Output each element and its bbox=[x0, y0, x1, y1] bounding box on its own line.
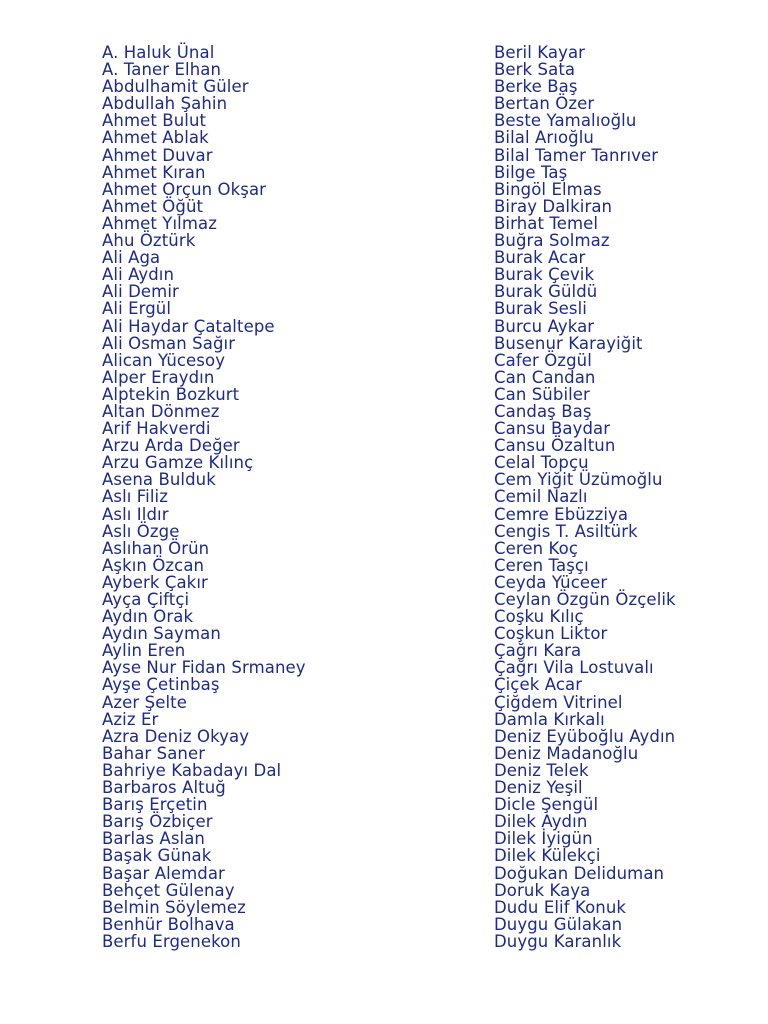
name-entry: Can Candan bbox=[494, 367, 596, 387]
name-entry: Aydın Sayman bbox=[102, 624, 221, 644]
name-entry: Duygu Gülakan bbox=[494, 914, 623, 934]
name-entry: Bahar Saner bbox=[102, 743, 206, 763]
name-entry: Cem Yiğit Üzümoğlu bbox=[494, 470, 663, 490]
name-entry: Ali Aydın bbox=[102, 265, 175, 285]
name-entry: Arif Hakverdi bbox=[102, 419, 211, 439]
name-entry: Başar Alemdar bbox=[102, 863, 225, 883]
name-entry: Cengis T. Asiltürk bbox=[494, 521, 638, 541]
name-entry: Bahriye Kabadayı Dal bbox=[102, 760, 282, 780]
name-entry: Dicle Şengül bbox=[494, 795, 599, 815]
name-entry: Ayse Nur Fidan Srmaney bbox=[102, 658, 306, 678]
name-entry: Cansu Baydar bbox=[494, 419, 611, 439]
name-entry: Cemre Ebüzziya bbox=[494, 504, 629, 524]
name-entry: Dilek İyigün bbox=[494, 829, 593, 849]
name-entry: Beste Yamalıoğlu bbox=[494, 111, 637, 131]
name-entry: Ali Ergül bbox=[102, 299, 172, 319]
name-entry: Coşku Kılıç bbox=[494, 607, 584, 627]
name-entry: Dilek Külekçi bbox=[494, 846, 601, 866]
name-entry: Cafer Özgül bbox=[494, 350, 592, 370]
name-entry: Deniz Madanoğlu bbox=[494, 743, 639, 763]
name-entry: Burcu Aykar bbox=[494, 316, 595, 336]
name-entry: Burak Sesli bbox=[494, 299, 587, 319]
name-entry: Burak Acar bbox=[494, 248, 586, 268]
name-entry: Candaş Baş bbox=[494, 401, 592, 421]
names-column-right bbox=[494, 44, 676, 950]
name-entry: Başak Günak bbox=[102, 846, 212, 866]
name-entry: Can Sübiler bbox=[494, 384, 590, 404]
name-entry: Aslı Ildır bbox=[102, 504, 169, 524]
name-entry: Berke Baş bbox=[494, 77, 578, 97]
name-entry: Çağrı Vila Lostuvalı bbox=[494, 658, 654, 678]
name-entry: Dilek Aydın bbox=[494, 812, 588, 832]
name-entry: Azra Deniz Okyay bbox=[102, 726, 250, 746]
name-entry: Ahmet Orçun Okşar bbox=[102, 179, 267, 199]
name-entry: Beril Kayar bbox=[494, 43, 586, 62]
name-entry: Bilge Taş bbox=[494, 162, 568, 182]
name-entry: Ali Osman Sağır bbox=[102, 333, 236, 353]
name-entry: Ceren Taşçı bbox=[494, 555, 589, 575]
name-entry: Ahmet Kıran bbox=[102, 162, 206, 182]
name-entry: Ceyda Yüceer bbox=[494, 572, 608, 592]
name-entry: Barış Özbiçer bbox=[102, 812, 213, 832]
name-entry: Deniz Telek bbox=[494, 760, 589, 780]
name-entry: Bilal Tamer Tanrıver bbox=[494, 145, 659, 165]
names-column-left bbox=[102, 44, 306, 950]
name-entry: Bertan Özer bbox=[494, 94, 595, 114]
name-entry: Ahmet Ablak bbox=[102, 128, 209, 148]
name-entry: Deniz Yeşil bbox=[494, 778, 583, 798]
name-entry: Cemil Nazlı bbox=[494, 487, 588, 507]
name-entry: Abdullah Şahin bbox=[102, 94, 228, 114]
name-entry: Abdulhamit Güler bbox=[102, 77, 249, 97]
name-entry: Benhür Bolhava bbox=[102, 914, 235, 934]
name-entry: Barlas Aslan bbox=[102, 829, 205, 849]
name-entry: Coşkun Liktor bbox=[494, 624, 608, 644]
name-entry: Belmin Söylemez bbox=[102, 897, 246, 917]
name-entry: Burak Güldü bbox=[494, 282, 598, 302]
name-entry: Ceylan Özgün Özçelik bbox=[494, 590, 676, 609]
name-entry: Burak Çevik bbox=[494, 265, 595, 285]
name-entry: Asena Bulduk bbox=[102, 470, 216, 490]
name-entry: Berfu Ergenekon bbox=[102, 931, 241, 951]
name-entry: Ali Demir bbox=[102, 282, 179, 302]
name-entry: Aşkın Özcan bbox=[102, 555, 205, 575]
name-entry: Biray Dalkiran bbox=[494, 196, 613, 216]
name-entry: Ali Haydar Çataltepe bbox=[102, 316, 275, 336]
name-entry: Aslı Özge bbox=[102, 521, 180, 541]
name-entry: Bingöl Elmas bbox=[494, 179, 602, 199]
name-entry: Ahmet Öğüt bbox=[102, 196, 204, 216]
name-entry: Alper Eraydın bbox=[102, 367, 215, 387]
name-entry: Birhat Temel bbox=[494, 213, 599, 233]
name-entry: Çiğdem Vitrinel bbox=[494, 692, 623, 712]
name-entry: Ceren Koç bbox=[494, 538, 579, 558]
name-entry: Celal Topçu bbox=[494, 453, 589, 473]
name-entry: Ali Aga bbox=[102, 248, 161, 268]
name-entry: Busenur Karayiğit bbox=[494, 333, 643, 353]
name-entry: Ahu Öztürk bbox=[102, 231, 196, 251]
name-entry: Aslı Filiz bbox=[102, 487, 169, 507]
name-entry: Azer Şelte bbox=[102, 692, 187, 712]
name-entry: Altan Dönmez bbox=[102, 401, 220, 421]
name-entry: Deniz Eyüboğlu Aydın bbox=[494, 726, 676, 746]
name-entry: Alican Yücesoy bbox=[102, 350, 226, 370]
name-entry: Berk Sata bbox=[494, 60, 576, 80]
name-entry: Doğukan Deliduman bbox=[494, 863, 665, 883]
name-entry: Çağrı Kara bbox=[494, 641, 582, 661]
name-entry: Cansu Özaltun bbox=[494, 436, 616, 456]
name-entry: Bilal Arıoğlu bbox=[494, 128, 594, 148]
name-entry: Alptekin Bozkurt bbox=[102, 384, 240, 404]
name-entry: Ayberk Çakır bbox=[102, 572, 208, 592]
name-entry: Ahmet Bulut bbox=[102, 111, 207, 131]
name-entry: Buğra Solmaz bbox=[494, 231, 610, 251]
name-entry: Duygu Karanlık bbox=[494, 931, 622, 951]
name-entry: Dudu Elif Konuk bbox=[494, 897, 627, 917]
name-entry: Ahmet Duvar bbox=[102, 145, 213, 165]
name-entry: Arzu Gamze Kılınç bbox=[102, 453, 254, 473]
name-entry: Ayça Çiftçi bbox=[102, 590, 190, 609]
name-entry: A. Haluk Ünal bbox=[102, 43, 215, 62]
name-entry: Doruk Kaya bbox=[494, 880, 591, 900]
name-entry: Aydın Orak bbox=[102, 607, 194, 627]
name-entry: Ahmet Yılmaz bbox=[102, 213, 217, 233]
name-entry: Aziz Er bbox=[102, 709, 159, 729]
name-entry: Aylin Eren bbox=[102, 641, 186, 661]
name-entry: Aslıhan Örün bbox=[102, 538, 210, 558]
name-entry: Behçet Gülenay bbox=[102, 880, 235, 900]
name-entry: Damla Kırkalı bbox=[494, 709, 605, 729]
name-entry: Ayşe Çetinbaş bbox=[102, 675, 220, 695]
name-entry: Barbaros Altuğ bbox=[102, 778, 226, 798]
name-entry: Barış Erçetin bbox=[102, 795, 208, 815]
name-entry: Arzu Arda Değer bbox=[102, 436, 240, 456]
name-entry: Çiçek Acar bbox=[494, 675, 583, 695]
name-entry: A. Taner Elhan bbox=[102, 60, 222, 80]
